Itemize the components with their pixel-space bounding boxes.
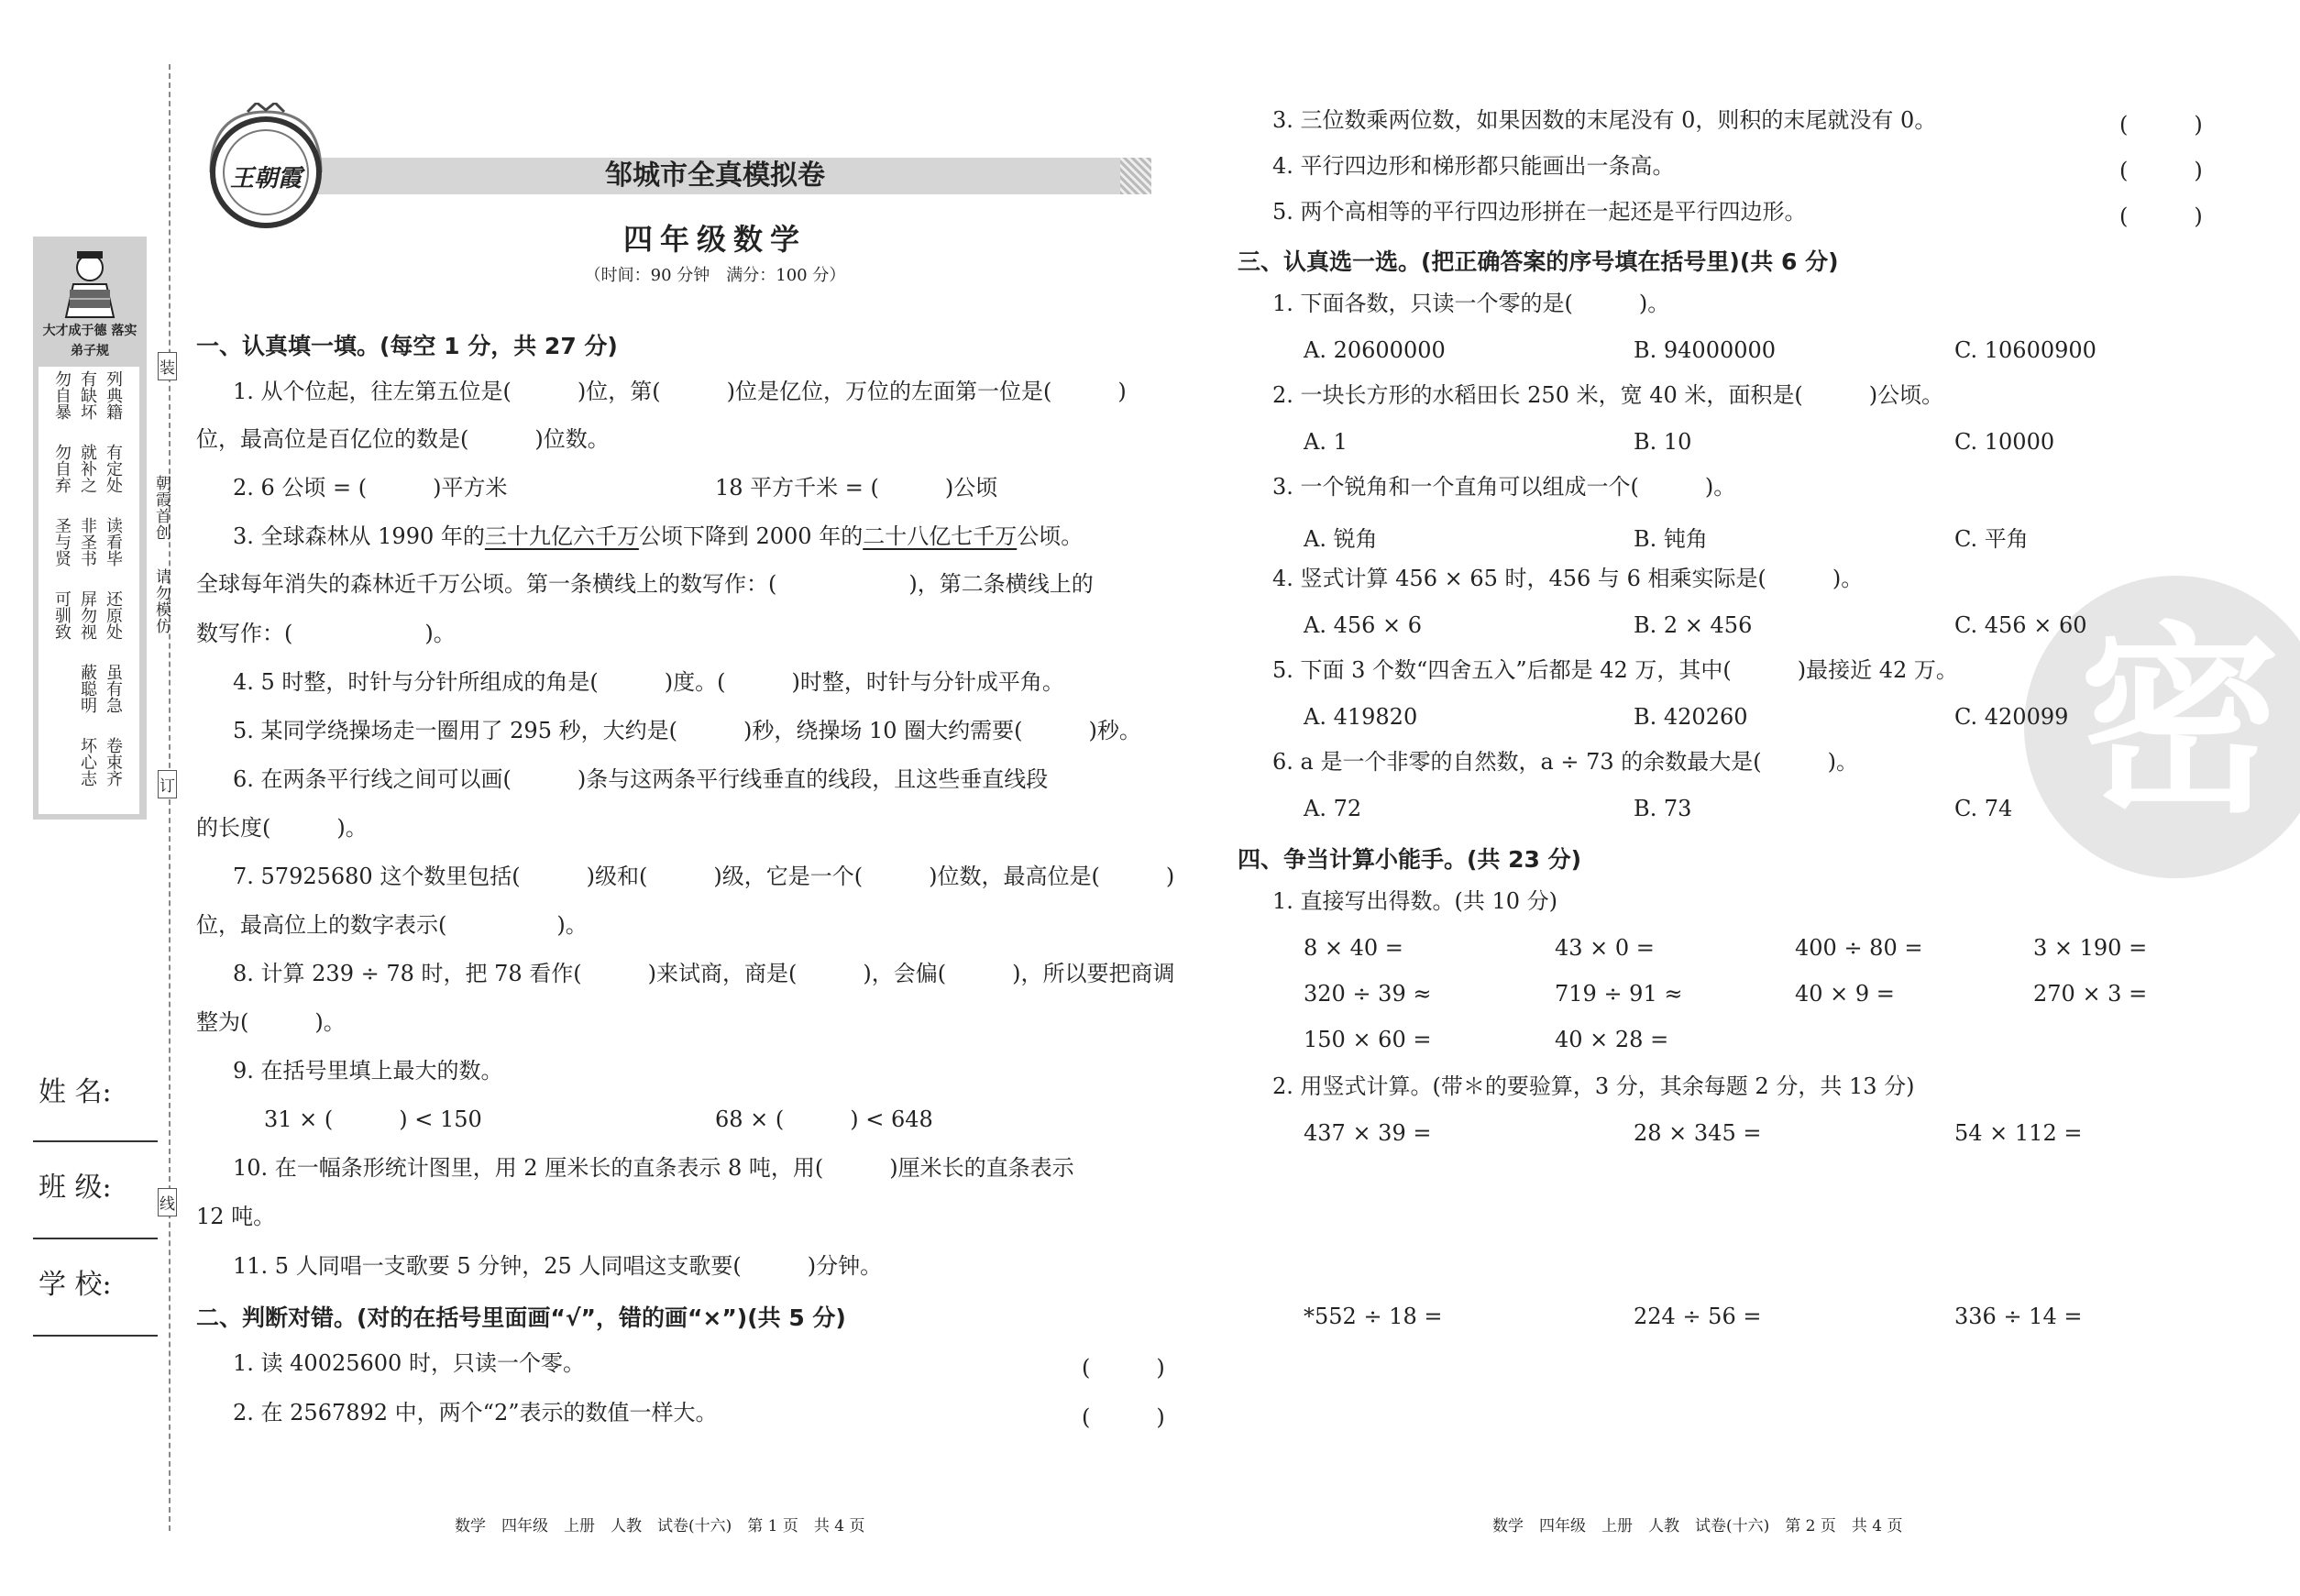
sidebar-verse: 有缺坏 — [78, 370, 97, 420]
section-1-heading: 一、认真填一填。(每空 1 分，共 27 分) — [196, 333, 618, 359]
judge-3-answer[interactable]: ( ) — [2119, 112, 2203, 138]
margin-note: 请勿模仿 — [152, 568, 171, 634]
subject-title: 四年级数学 — [622, 222, 807, 257]
calc-1: 1. 直接写出得数。(共 10 分) — [1272, 888, 1558, 914]
question-6: 6. 在两条平行线之间可以画( )条与这两条平行线垂直的线段，且这些垂直线段 — [233, 766, 1049, 792]
sidebar-verse: 读看毕 — [104, 517, 123, 567]
choice-5-a[interactable]: A. 419820 — [1304, 704, 1418, 730]
exam-title: 邹城市全真模拟卷 — [605, 160, 825, 192]
judge-1-answer[interactable]: ( ) — [1082, 1355, 1165, 1381]
judge-2: 2. 在 2567892 中，两个“2”表示的数值一样大。 — [233, 1400, 718, 1425]
calc-2: 2. 用竖式计算。(带＊的要验算，3 分，其余每题 2 分，共 13 分) — [1272, 1073, 1915, 1099]
sidebar-verse: 虽有急 — [104, 664, 123, 713]
calc-item: 43 × 0 = — [1555, 935, 1655, 961]
judge-4: 4. 平行四边形和梯形都只能画出一条高。 — [1272, 153, 1675, 179]
choice-3-b[interactable]: B. 钝角 — [1634, 526, 1708, 552]
question-1: 1. 从个位起，往左第五位是( )位，第( )位是亿位，万位的左面第一位是( ) — [233, 379, 1127, 404]
question-8-cont: 整为( )。 — [196, 1009, 346, 1035]
name-label: 姓 名: — [39, 1076, 112, 1108]
question-9a: 31 × ( ) < 150 — [264, 1106, 482, 1132]
sidebar-verse: 屏勿视 — [78, 590, 97, 640]
question-9b: 68 × ( ) < 648 — [715, 1106, 933, 1132]
q3-text: 公顷。 — [1017, 523, 1084, 549]
logo-text: 王朝霞 — [229, 165, 302, 193]
sidebar-verse: 卷束齐 — [104, 737, 123, 787]
sidebar-verse: 有定处 — [104, 444, 123, 493]
choice-4-a[interactable]: A. 456 × 6 — [1304, 612, 1423, 638]
class-label: 班 级: — [39, 1172, 112, 1204]
vertical-calc-item: *552 ÷ 18 = — [1304, 1304, 1443, 1329]
choice-2-a[interactable]: A. 1 — [1304, 429, 1348, 455]
question-7-cont: 位，最高位上的数字表示( )。 — [196, 912, 588, 938]
sidebar-verse: 勿自暴 — [52, 370, 72, 420]
sidebar-verse: 勿自弃 — [52, 444, 72, 493]
cut-label: 订 — [158, 770, 177, 798]
calc-item: 3 × 190 = — [2033, 935, 2148, 961]
question-2b: 18 平方千米 = ( )公顷 — [715, 475, 998, 501]
section-4-heading: 四、争当计算小能手。(共 23 分) — [1238, 846, 1582, 873]
calc-item: 40 × 28 = — [1555, 1027, 1669, 1052]
name-field[interactable] — [33, 1140, 158, 1142]
choice-1-b[interactable]: B. 94000000 — [1634, 337, 1777, 363]
sidebar-verse: 还原处 — [104, 590, 123, 640]
judge-5: 5. 两个高相等的平行四边形拼在一起还是平行四边形。 — [1272, 199, 1807, 225]
question-5: 5. 某同学绕操场走一圈用了 295 秒，大约是( )秒，绕操场 10 圈大约需要( )秒。 — [233, 718, 1141, 743]
judge-3: 3. 三位数乘两位数，如果因数的末尾没有 0，则积的末尾就没有 0。 — [1272, 107, 1937, 133]
choice-6-b[interactable]: B. 73 — [1634, 796, 1692, 821]
question-11: 11. 5 人同唱一支歌要 5 分钟，25 人同唱这支歌要( )分钟。 — [233, 1253, 883, 1279]
calc-item: 400 ÷ 80 = — [1795, 935, 1923, 961]
choice-3-a[interactable]: A. 锐角 — [1304, 526, 1378, 552]
choice-5-c[interactable]: C. 420099 — [1954, 704, 2069, 730]
question-3-cont: 全球每年消失的森林近千万公顷。第一条横线上的数写作：( )，第二条横线上的 — [196, 571, 1094, 597]
question-4: 4. 5 时整，时针与分针所组成的角是( )度。( )时整，时针与分针成平角。 — [233, 669, 1064, 695]
choice-5: 5. 下面 3 个数“四舍五入”后都是 42 万，其中( )最接近 42 万。 — [1272, 657, 1958, 683]
verse-columns — [44, 370, 136, 810]
sidebar-verse: 坏心志 — [78, 737, 97, 787]
question-9: 9. 在括号里填上最大的数。 — [233, 1058, 503, 1084]
cut-label: 线 — [158, 1188, 177, 1216]
vertical-calc-item: 54 × 112 = — [1954, 1120, 2083, 1146]
choice-1-c[interactable]: C. 10600900 — [1954, 337, 2096, 363]
choice-2-b[interactable]: B. 10 — [1634, 429, 1692, 455]
page-1-footer: 数学 四年级 上册 人教 试卷(十六) 第 1 页 共 4 页 — [455, 1517, 865, 1535]
question-3 — [233, 523, 1083, 550]
choice-5-b[interactable]: B. 420260 — [1634, 704, 1748, 730]
q3-text: 公顷下降到 2000 年的 — [638, 523, 864, 549]
judge-2-answer[interactable]: ( ) — [1082, 1404, 1165, 1430]
choice-4: 4. 竖式计算 456 × 65 时，456 与 6 相乘实际是( )。 — [1272, 566, 1864, 591]
choice-1-a[interactable]: A. 20600000 — [1304, 337, 1446, 363]
choice-2: 2. 一块长方形的水稻田长 250 米，宽 40 米，面积是( )公顷。 — [1272, 382, 1944, 408]
class-field[interactable] — [33, 1238, 158, 1239]
calc-item: 40 × 9 = — [1795, 981, 1895, 1007]
page-2-footer: 数学 四年级 上册 人教 试卷(十六) 第 2 页 共 4 页 — [1492, 1517, 1903, 1535]
sidebar-verse: 可驯致 — [52, 590, 72, 640]
choice-4-b[interactable]: B. 2 × 456 — [1634, 612, 1753, 638]
sidebar-verse: 列典籍 — [104, 370, 123, 420]
sidebar-motto: 大才成于德 落实弟子规 — [42, 324, 138, 358]
choice-6-a[interactable]: A. 72 — [1304, 796, 1362, 821]
scholar-illustration — [53, 244, 127, 319]
calc-item: 8 × 40 = — [1304, 935, 1403, 961]
sidebar-verse: 非圣书 — [78, 517, 97, 567]
watermark-text: 密 — [2079, 605, 2282, 840]
judge-5-answer[interactable]: ( ) — [2119, 204, 2203, 229]
judge-4-answer[interactable]: ( ) — [2119, 158, 2203, 183]
choice-6: 6. a 是一个非零的自然数，a ÷ 73 的余数最大是( )。 — [1272, 749, 1859, 775]
choice-3-c[interactable]: C. 平角 — [1954, 526, 2029, 552]
calc-item: 270 × 3 = — [2033, 981, 2148, 1007]
question-2: 2. 6 公顷 = ( )平方米 — [233, 475, 508, 501]
judge-1: 1. 读 40025600 时，只读一个零。 — [233, 1350, 585, 1376]
exam-meta: （时间：90 分钟 满分：100 分） — [584, 266, 846, 285]
vertical-calc-item: 224 ÷ 56 = — [1634, 1304, 1762, 1329]
cut-label: 装 — [158, 352, 177, 380]
calc-item: 320 ÷ 39 ≈ — [1304, 981, 1432, 1007]
choice-2-c[interactable]: C. 10000 — [1954, 429, 2055, 455]
calc-item: 719 ÷ 91 ≈ — [1555, 981, 1683, 1007]
calc-item: 150 × 60 = — [1304, 1027, 1432, 1052]
q3-underline-1: 三十九亿六千万 — [484, 523, 639, 549]
choice-3: 3. 一个锐角和一个直角可以组成一个( )。 — [1272, 474, 1736, 500]
question-3-cont: 数写作：( )。 — [196, 621, 456, 646]
question-7: 7. 57925680 这个数里包括( )级和( )级，它是一个( )位数，最高位是( ) — [233, 864, 1175, 889]
choice-4-c[interactable]: C. 456 × 60 — [1954, 612, 2087, 638]
vertical-calc-item: 336 ÷ 14 = — [1954, 1304, 2083, 1329]
question-6-cont: 的长度( )。 — [196, 815, 368, 841]
vertical-calc-item: 28 × 345 = — [1634, 1120, 1762, 1146]
sidebar-verse: 圣与贤 — [52, 517, 72, 567]
school-field[interactable] — [33, 1335, 158, 1337]
school-label: 学 校: — [39, 1269, 112, 1301]
q3-text: 3. 全球森林从 1990 年的 — [233, 523, 485, 549]
q3-underline-2: 二十八亿七千万 — [863, 523, 1018, 549]
section-3-heading: 三、认真选一选。(把正确答案的序号填在括号里)(共 6 分) — [1238, 248, 1839, 275]
question-8: 8. 计算 239 ÷ 78 时，把 78 看作( )来试商，商是( )，会偏( )，所以要把商调 — [233, 961, 1175, 986]
sidebar-verse: 就补之 — [78, 444, 97, 493]
question-10-cont: 12 吨。 — [196, 1204, 276, 1229]
question-1-cont: 位，最高位是百亿位的数是( )位数。 — [196, 426, 610, 452]
question-10: 10. 在一幅条形统计图里，用 2 厘米长的直条表示 8 吨，用( )厘米长的直条表示 — [233, 1155, 1074, 1181]
section-2-heading: 二、判断对错。(对的在括号里面画“√”，错的画“×”)(共 5 分) — [196, 1304, 846, 1331]
choice-6-c[interactable]: C. 74 — [1954, 796, 2013, 821]
vertical-calc-item: 437 × 39 = — [1304, 1120, 1432, 1146]
margin-note: 朝霞首创 — [152, 475, 171, 541]
choice-1: 1. 下面各数，只读一个零的是( )。 — [1272, 291, 1670, 316]
sidebar-verse: 蔽聪明 — [78, 664, 97, 713]
